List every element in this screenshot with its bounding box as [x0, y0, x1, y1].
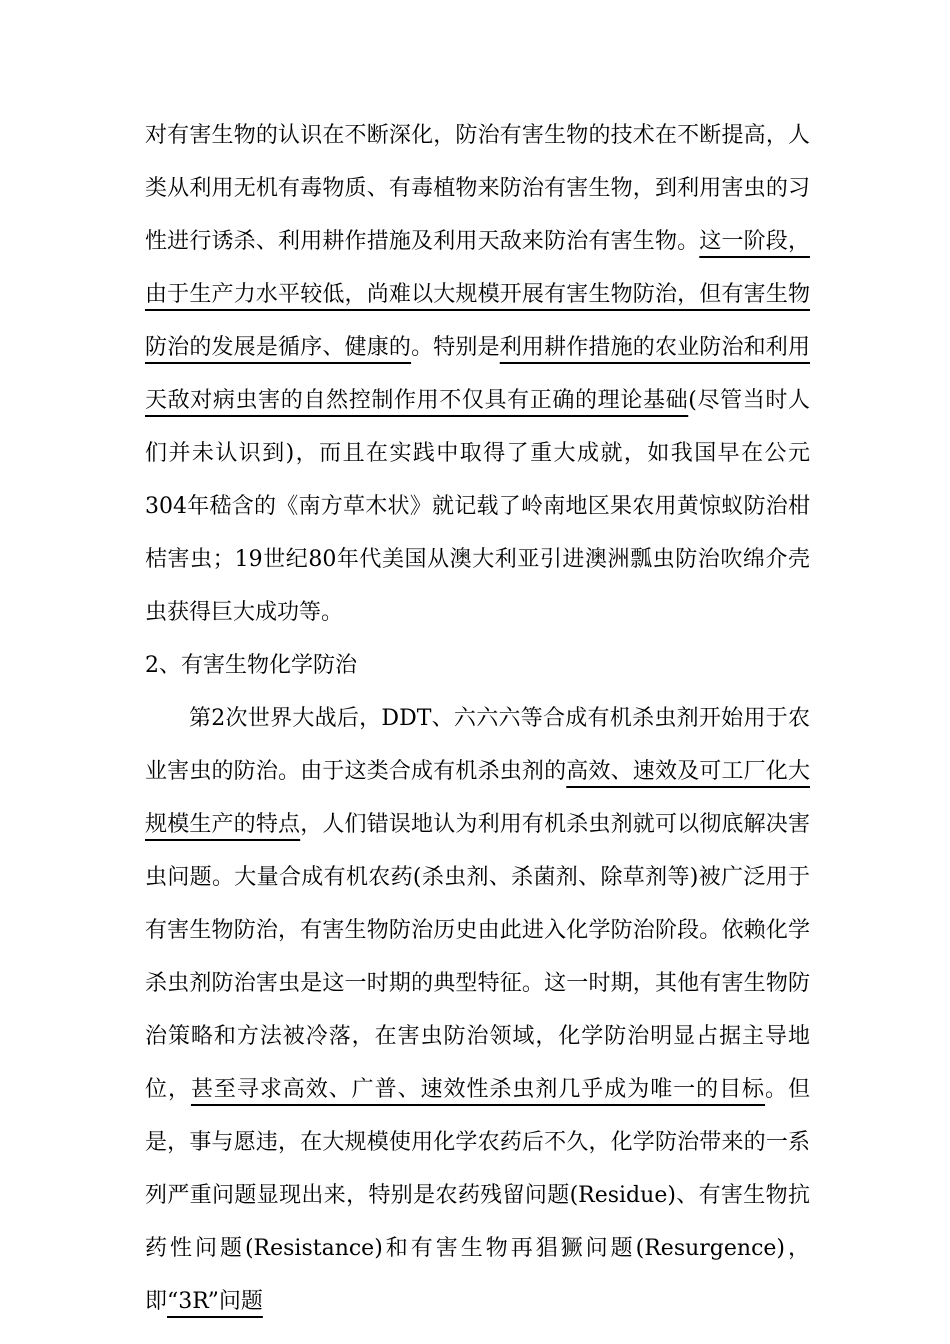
- section-heading: 2、有害生物化学防治: [145, 653, 357, 678]
- paragraph-text: ，人们错误地认为利用有机杀虫剂就可以彻底解决害虫问题。大量合成有机农药(杀虫剂、杀菌剂、除草剂等)被广泛用于有害生物防治，有害生物防治历史由此进入化学防治阶段。依赖化学杀虫剂防治害虫是这一时期的典型特征。这一时期，其他有害生物防治策略和方法被冷落，在害虫防治领域，化学防治明显占据主导地位，: [145, 812, 810, 1102]
- underlined-text: 利用耕作措施的农业防治和利用天敌对病虫害的自然控制作用不仅具有正确的理论基础: [145, 335, 810, 413]
- paragraph-text: 对有害生物的认识在不断深化，防治有害生物的技术在不断提高，人类从利用无机有毒物质、有毒植物来防治有害生物，到利用害虫的习性进行诱杀、利用耕作措施及利用天敌来防治有害生物。: [145, 123, 810, 254]
- underlined-text: 高效、速效及可工厂化大规模生产的特点: [145, 759, 810, 837]
- underlined-text: “3R”问题: [167, 1289, 263, 1314]
- underlined-text: 甚至寻求高效、广普、速效性杀虫剂几乎成为唯一的目标: [190, 1077, 766, 1102]
- paragraph-text: 。但是，事与愿违，在大规模使用化学农药后不久，化学防治带来的一系列严重问题显现出来，特别是农药残留问题(Residue)、有害生物抗药性问题(Resistance)和有害生物再猖獗问题(Resurgence)，即: [145, 1077, 810, 1314]
- underlined-text: 这一阶段，由于生产力水平较低，尚难以大规模开展有害生物防治，但有害生物防治的发展是循序、健康的: [145, 229, 810, 360]
- paragraph-text: 。特别是: [411, 335, 500, 360]
- paragraph-chemical-control: [145, 692, 810, 1328]
- document-body: [145, 109, 810, 1328]
- paragraph-text: (尽管当时人们并未认识到)，而且在实践中取得了重大成就，如我国早在公元304年嵇含的《南方草木状》就记载了岭南地区果农用黄惊蚁防治柑桔害虫；19世纪80年代美国从澳大利亚引进澳洲瓢虫防治吹绵介壳虫获得巨大成功等。: [145, 388, 810, 625]
- paragraph-pest-control-history: [145, 109, 810, 639]
- paragraph-text: 第2次世界大战后，DDT、六六六等合成有机杀虫剂开始用于农业害虫的防治。由于这类合成有机杀虫剂的: [145, 706, 810, 784]
